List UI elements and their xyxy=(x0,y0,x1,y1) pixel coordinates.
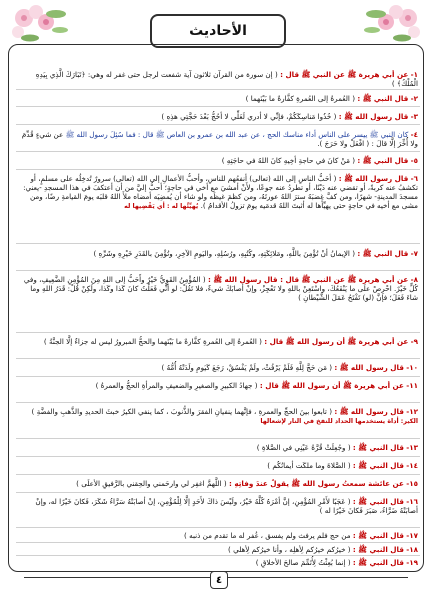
hadith-number: ٦- xyxy=(410,174,418,183)
hadith-number: ٧- xyxy=(410,249,418,258)
hadith-text: ( مَنْ كانَ في حاجةِ أخِيهِ كانَ اللهُ في حاجَتِهِ ) xyxy=(221,156,356,165)
hadith-prefix: قال النبي ﷺ : xyxy=(352,531,404,540)
hadith-item xyxy=(16,407,420,426)
hadith-prefix: قال النبي ﷺ : xyxy=(352,497,404,506)
divider xyxy=(16,527,420,528)
hadith-prefix: قال النبي ﷺ : xyxy=(357,156,409,165)
hadith-item xyxy=(16,337,420,346)
hadith-prefix: عن أبي هريرة ﷺ أن رسول الله ﷺ قال : xyxy=(259,381,404,390)
hadith-item xyxy=(16,461,420,470)
page-title-box xyxy=(150,14,286,48)
divider xyxy=(16,124,420,125)
hadith-item xyxy=(16,94,420,103)
hadith-item xyxy=(16,112,420,121)
hadith-prefix: قال رسول الله ﷺ : xyxy=(334,363,404,372)
divider xyxy=(16,492,420,493)
hadith-text: ( إنما بُعِثْتُ لِأُتَمِّمَ صالحَ الأخلاقِ ) xyxy=(255,558,351,567)
hadith-prefix: قال رسول الله ﷺ : xyxy=(338,174,409,183)
divider xyxy=(16,169,420,170)
hadith-prefix: قال رسول الله ﷺ : xyxy=(334,407,404,416)
hadith-note: الكير: أداة يستخدمها الحداد للنفخ في النار لإشعالها xyxy=(260,418,418,425)
hadith-prefix: عن أبي هريرة ﷺ أن رسول الله ﷺ قال : xyxy=(264,337,409,346)
hadith-number: ١٢- xyxy=(406,407,418,416)
hadith-number: ١٩- xyxy=(406,558,418,567)
hadith-text: ( إن سورة من القرآن ثلاثون آية شفعت لرجل حتى غفر له وهي: ﴿تَبَارَكَ الَّذِي بِيَدِهِ الْمُلْكُ﴾ ) xyxy=(35,70,418,88)
hadith-text: ( خيرُكم خيرُكم لِأهلِه ، وأنا خيرُكم لِأهلي ) xyxy=(228,545,351,554)
hadith-text: ( العُمرةُ إلى العُمرةِ كفَّارةٌ ما بَيْنَهما والحجُّ المبرورُ ليس له جزاءٌ إلَّا الجنَّةُ ) xyxy=(43,337,262,346)
divider xyxy=(16,332,420,333)
hadith-note: يُهيِّئُها له : أي يَقْضِيها له xyxy=(124,203,199,210)
hadith-item xyxy=(16,156,420,165)
hadith-number: ١٨- xyxy=(406,545,418,554)
hadith-number: ١٣- xyxy=(406,443,418,452)
hadith-prefix: قال النبي ﷺ : xyxy=(352,545,404,554)
hadith-item xyxy=(16,531,420,540)
page-title: الأحاديث xyxy=(189,23,247,39)
hadith-prefix: عن أبي هريرة ﷺ عن النبي ﷺ قال : قال رسول الله ﷺ : xyxy=(207,275,409,284)
divider xyxy=(16,106,420,107)
divider xyxy=(16,89,420,90)
hadith-prefix: كان النبي ﷺ ييسر على الناس أداء مناسك الحج ، عن عبد الله بن عمرو بن العاص ﷺ قال : فما سُئِلَ رسول الله ﷺ xyxy=(65,130,409,139)
divider xyxy=(16,542,420,543)
hadith-item xyxy=(16,174,420,211)
hadith-item xyxy=(16,275,420,302)
hadith-prefix: قال النبي ﷺ : xyxy=(352,558,404,567)
divider xyxy=(16,456,420,457)
hadith-number: ١٦- xyxy=(406,497,418,506)
hadith-text: ( مَن حَجَّ لِلَّهِ فَلَمْ يَرْفُثْ، ولَمْ يَفْسُقْ، رَجَعَ كَيَومِ ولَدَتْهُ أُمُّهُ ) xyxy=(161,363,333,372)
hadith-number: ١٥- xyxy=(406,479,418,488)
hadith-prefix: قال النبي ﷺ : xyxy=(357,94,409,103)
hadith-item xyxy=(16,130,420,148)
hadith-item xyxy=(16,363,420,372)
hadith-prefix: قال النبي ﷺ : xyxy=(352,443,404,452)
hadith-prefix: قال النبي ﷺ : xyxy=(352,461,404,470)
hadith-text: ( اللَّهمَّ اغفِر لي وارحَمني والحِقني بالرَّفيقِ الأعلَى ) xyxy=(76,479,227,488)
hadith-number: ٢- xyxy=(410,94,418,103)
hadith-item xyxy=(16,381,420,390)
hadith-text: من حج فلم يرفث ولم يفسق ، غُفر له ما تقدم من ذنبه ) xyxy=(184,531,351,540)
page-number: ٤ xyxy=(215,574,223,586)
divider xyxy=(16,474,420,475)
hadith-text: ( وجُعِلَتْ قُرَّةُ عَيْنِي في الصَّلاةِ ) xyxy=(256,443,351,452)
hadith-text: ( عَجَبًا لأَمْرِ المُؤْمِنِ، إنَّ أمْرَهُ كُلَّهُ خَيْرٌ، ولَيْسَ ذاكَ لأَحَدٍ إلَّا لِلْمُؤْمِنِ، إنْ أصابَتْهُ سَرَّاءُ شَكَرَ، فَكانَ خَيْرًا له، وإنْ أصابَتْهُ ضَرَّاءُ، صَبَرَ فَكانَ خَيْرًا له ) xyxy=(35,497,418,515)
hadith-text: عن شيءٍ قُدِّمَ ولا أُخِّرَ إلَّا قالَ : ( افْعَلْ ولا حَرَجَ ). xyxy=(21,130,418,148)
hadith-number: ١١- xyxy=(406,381,418,390)
divider xyxy=(16,151,420,152)
hadith-text: ( الإيمانُ أنْ تُؤْمِنَ باللَّهِ، ومَلائِكَتِهِ، وكُتُبِهِ، ورُسُلِهِ، واليَومِ الآخِرِ، وتُؤْمِنَ بالقَدَرِ خَيْرِهِ وشَرِّهِ ) xyxy=(93,249,356,258)
hadith-item xyxy=(16,479,420,488)
hadith-text: ( تابعوا بينَ الحجِّ والعمرةِ ، فإنَّهما ينفيانِ الفقرَ والذُّنوبَ ، كما ينفي الكيرُ خبثَ الحديدِ والذَّهبِ والفضَّةِ ) xyxy=(31,407,333,416)
hadith-text: ( العُمرةُ إلى العُمرةِ كفَّارةٌ ما بَيْنَهما ) xyxy=(245,94,356,103)
hadith-text: ( الصَّلاةَ وما ملكَت أيمانُكُم ) xyxy=(267,461,351,470)
hadith-number: ٥- xyxy=(410,156,418,165)
page-number-box xyxy=(210,571,228,589)
hadith-prefix: قال رسول الله ﷺ : xyxy=(338,112,409,121)
hadith-item xyxy=(16,545,420,554)
hadith-text: ( المُؤْمِنُ القَوِيُّ خَيْرٌ وأَحَبُّ إلى اللهِ مِنَ المُؤْمِنِ الضَّعِيفِ، وفي كُلٍّ خَيْرٌ. احْرِصْ علَى ما يَنْفَعُكَ، واسْتَعِنْ باللهِ ولا تَعْجِزْ، وإنْ أصابَكَ شيءٌ، فلا تَقُلْ: لو أنِّي فَعَلْتُ كانَ كَذا وكَذا، ولَكِنْ قُلْ: قَدَرُ اللهِ وما شاءَ فَعَلَ؛ فإنَّ (لو) تَفْتَحُ عَمَلَ الشَّيْطانِ ) xyxy=(23,275,418,302)
hadith-item xyxy=(16,70,420,88)
hadith-number: ٤- xyxy=(410,130,418,139)
divider xyxy=(16,270,420,271)
hadith-number: ١٠- xyxy=(406,363,418,372)
hadith-item xyxy=(16,249,420,258)
hadith-item xyxy=(16,558,420,567)
hadith-text: ( أحَبُّ الناسِ إلى الله (تعالى) أنفعُهم للناسِ، وأحبُّ الأعمالِ إلى الله (تعالى) سرورٌ تُدخِلُه على مسلمٍ، أو تكشفُ عنه كربةً، أو تقضي عنه دَيْنًا، أو تطردُ عنه جوعًا، ولأَنْ أمشيَ مع أخي في حاجةٍ؛ أحبُّ إليَّ من أن أعتكفَ في هذا المسجدِ -يعني: مسجدَ المدينةِ- شهرًا، ومن كفَّ غضبَهُ سترَ اللهُ عورتَهُ، ومن كظمَ غيظَه ولو شاء أن يُمضِيَه أمضاه ملأَ اللهُ قلبَه يومَ القيامةِ رضًا، ومن مشى مع أخيه في حاجةٍ حتى يهيِّأَها له أثبتَ اللهُ قدمَيه يومَ تزولُ الأقدامُ ). xyxy=(23,174,418,210)
divider xyxy=(16,438,420,439)
hadith-number: ٩- xyxy=(410,337,418,346)
hadith-prefix: عن عائشة سمعتُ رسول الله ﷺ يقولُ عندَ وفاتِهِ : xyxy=(229,479,404,488)
hadith-text: ( جهادُ الكبيرِ والصغيرِ والضعيفِ والمرأةِ الحجُّ والعمرةُ ) xyxy=(95,381,258,390)
hadith-item xyxy=(16,497,420,515)
hadith-number: ٨- xyxy=(410,275,418,284)
divider xyxy=(16,402,420,403)
divider xyxy=(16,555,420,556)
divider xyxy=(16,243,420,244)
divider xyxy=(16,358,420,359)
hadith-prefix: عن أبي هريرة ﷺ عن النبي ﷺ قال : xyxy=(280,70,409,79)
hadith-number: ١٤- xyxy=(406,461,418,470)
hadith-number: ٣- xyxy=(410,112,418,121)
divider xyxy=(16,376,420,377)
hadith-number: ١- xyxy=(410,70,418,79)
hadith-number: ١٧- xyxy=(406,531,418,540)
hadith-item xyxy=(16,443,420,452)
hadith-prefix: قال النبي ﷺ : xyxy=(357,249,409,258)
hadith-list xyxy=(12,56,420,568)
hadith-text: ( خُذُوا مَناسِكَكُمْ، فإنِّي لا أدري لَعَلِّي لا أحُجُّ بَعْدَ حَجَّتِي هذِهِ ) xyxy=(161,112,337,121)
